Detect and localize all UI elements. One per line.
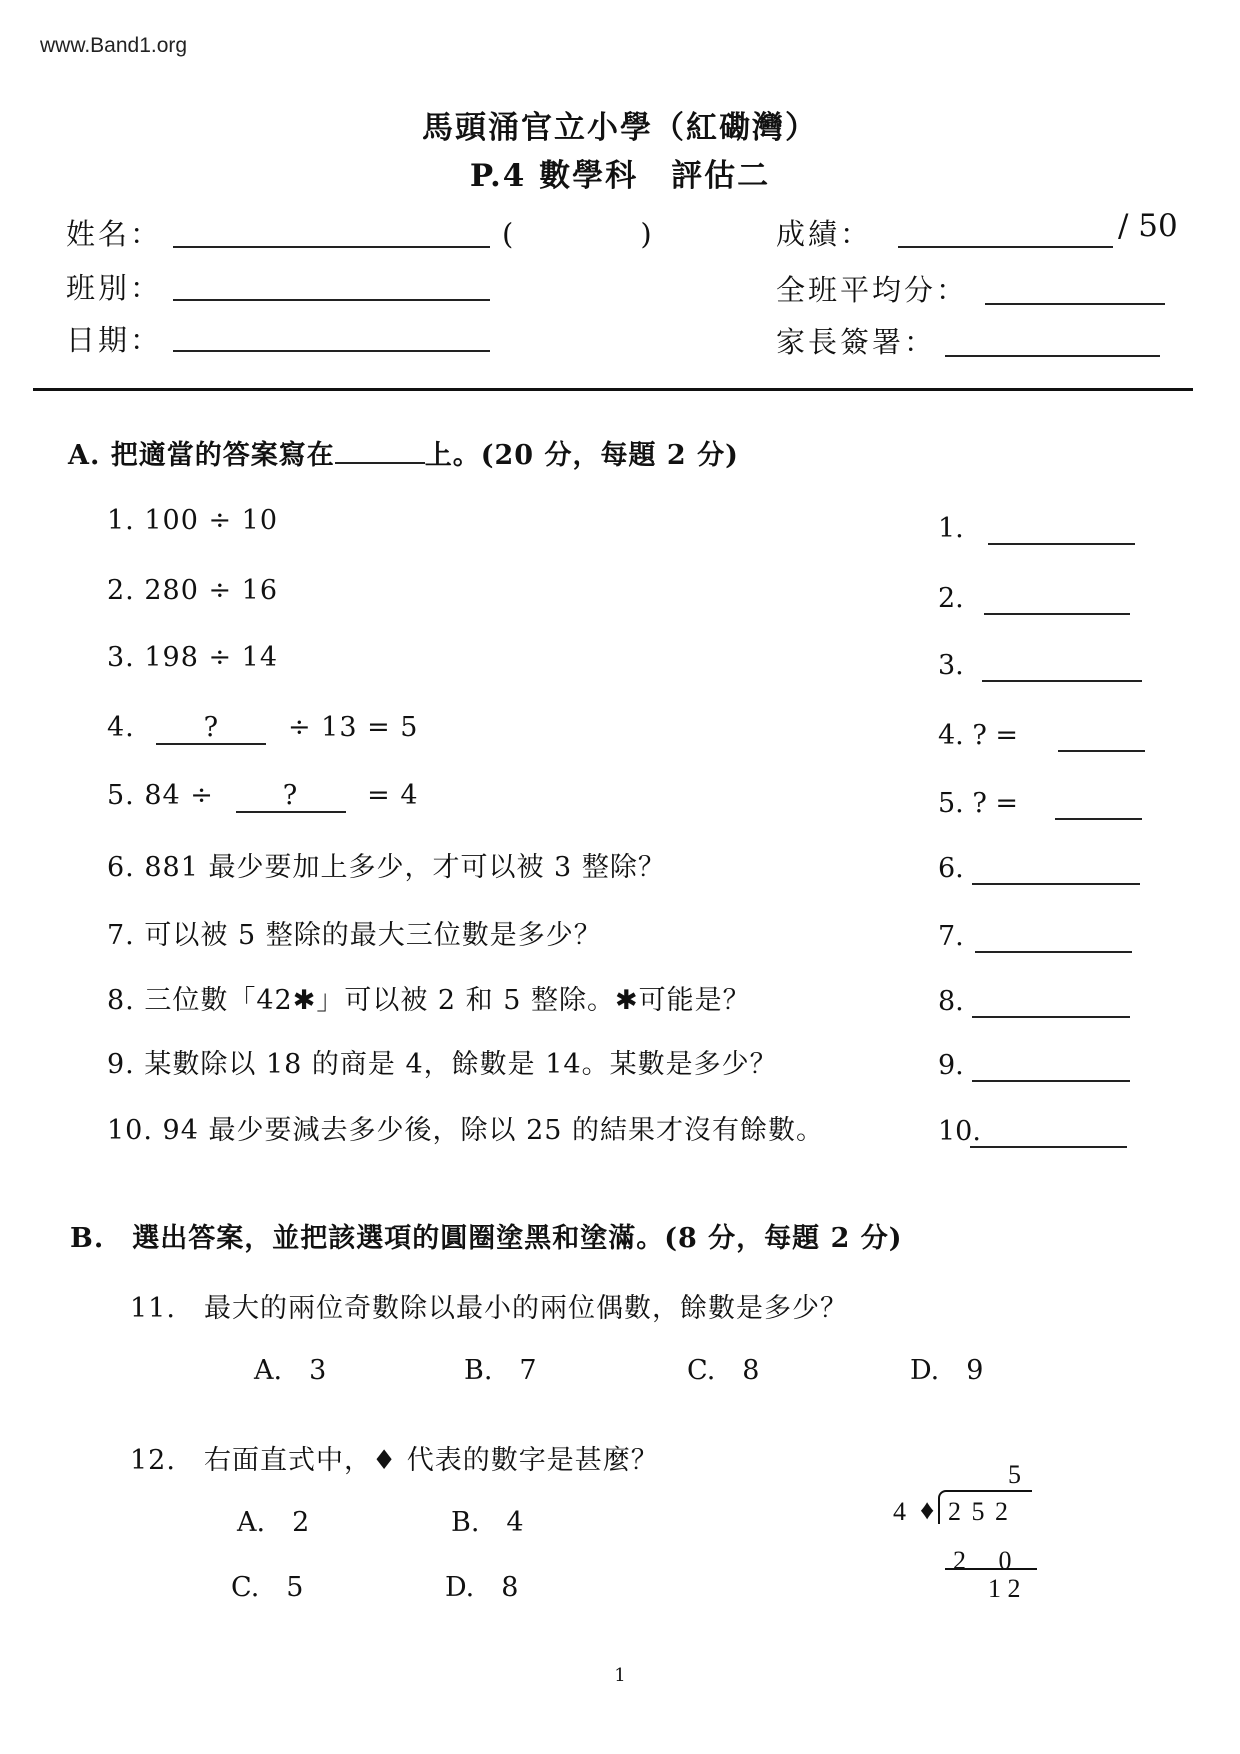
q11-option-c[interactable]: C. 8: [687, 1355, 760, 1386]
score-label: 成績：: [776, 217, 873, 251]
question-7: [107, 913, 602, 952]
question-text: 280 ÷ 16: [144, 575, 279, 606]
page-number: 1: [614, 1665, 626, 1686]
question-text: 881 最少要加上多少，才可以被 3 整除？: [144, 852, 666, 883]
question-prefix: 84 ÷: [144, 780, 214, 811]
answer-field-6[interactable]: [972, 883, 1140, 885]
q12-option-b[interactable]: B. 4: [451, 1507, 524, 1538]
q11-option-d[interactable]: D. 9: [910, 1355, 984, 1386]
question-text: 94 最少要減去多少後，除以 25 的結果才沒有餘數。: [162, 1115, 825, 1146]
answer-field-9[interactable]: [972, 1080, 1130, 1082]
division-dividend: 2 5 2: [948, 1497, 1010, 1526]
question-6: [107, 845, 666, 884]
answer-label-1: 1.: [938, 513, 964, 544]
question-text: = 4: [367, 780, 419, 811]
parent-signature-label: 家長簽署：: [776, 325, 937, 359]
question-blank: ?: [236, 780, 346, 813]
date-field[interactable]: [173, 350, 490, 352]
division-quotient: 5: [1008, 1460, 1021, 1489]
question-text: 198 ÷ 14: [144, 642, 279, 673]
question-number: 3.: [107, 642, 135, 673]
q12-option-c[interactable]: C. 5: [231, 1572, 304, 1603]
class-average-label: 全班平均分：: [776, 273, 969, 307]
class-field[interactable]: [173, 299, 490, 301]
answer-field-1[interactable]: [988, 543, 1135, 545]
q12-option-a[interactable]: A. 2: [237, 1507, 310, 1538]
answer-label-2: 2.: [938, 583, 964, 614]
date-label: 日期：: [66, 323, 163, 357]
score-total: / 50: [1118, 208, 1178, 244]
question-5: [107, 780, 419, 813]
question-12: 12. 右面直式中，♦ 代表的數字是甚麼？: [130, 1445, 659, 1476]
heading-blank: [335, 436, 425, 464]
question-2: [107, 575, 278, 606]
answer-field-2[interactable]: [984, 613, 1130, 615]
class-number-paren: ( ): [502, 217, 662, 251]
class-label: 班別：: [66, 271, 163, 305]
question-10: [107, 1108, 824, 1147]
question-number: 1.: [107, 505, 135, 536]
answer-field-10[interactable]: [970, 1146, 1127, 1148]
diamond-icon: ♦: [920, 1495, 935, 1526]
section-b-heading: B. 選出答案，並把該選項的圓圈塗黑和塗滿。(8 分，每題 2 分): [70, 1223, 903, 1254]
question-4: [107, 712, 418, 745]
q11-option-b[interactable]: B. 7: [464, 1355, 537, 1386]
parent-signature-field[interactable]: [945, 355, 1160, 357]
q11-option-a[interactable]: A. 3: [254, 1355, 327, 1386]
question-number: 9.: [107, 1049, 135, 1080]
section-a-heading-pre: A. 把適當的答案寫在: [68, 440, 335, 471]
answer-label-4: 4. ? =: [938, 720, 1019, 751]
name-field[interactable]: [173, 246, 490, 248]
answer-field-7[interactable]: [975, 951, 1132, 953]
answer-field-5[interactable]: [1055, 818, 1142, 820]
division-remainder: 1 2: [988, 1574, 1021, 1603]
division-divisor-digit: 4: [893, 1497, 906, 1526]
header-divider: [33, 388, 1193, 391]
answer-label-6: 6.: [938, 853, 964, 884]
question-number: 4.: [107, 712, 135, 743]
watermark: www.Band1.org: [40, 34, 188, 57]
question-text: 可以被 5 整除的最大三位數是多少？: [144, 920, 602, 951]
question-11: 11. 最大的兩位奇數除以最小的兩位偶數，餘數是多少？: [130, 1293, 848, 1324]
question-text: 某數除以 18 的商是 4，餘數是 14。某數是多少？: [144, 1049, 778, 1080]
question-number: 2.: [107, 575, 135, 606]
answer-field-3[interactable]: [982, 680, 1142, 682]
answer-field-4[interactable]: [1058, 750, 1145, 752]
section-a-heading-post: 上。(20 分，每題 2 分): [424, 440, 739, 471]
question-9: [107, 1042, 778, 1081]
question-number: 6.: [107, 852, 135, 883]
question-number: 7.: [107, 920, 135, 951]
name-label: 姓名：: [66, 217, 163, 251]
question-8: [107, 978, 751, 1017]
question-number: 5.: [107, 780, 135, 811]
question-number: 10.: [107, 1115, 153, 1146]
answer-field-8[interactable]: [972, 1016, 1130, 1018]
q12-option-d[interactable]: D. 8: [445, 1572, 519, 1603]
answer-label-5: 5. ? =: [938, 788, 1019, 819]
division-subtract: 2 0: [953, 1546, 1012, 1575]
answer-label-3: 3.: [938, 650, 964, 681]
answer-label-10: 10.: [938, 1116, 981, 1147]
answer-label-8: 8.: [938, 986, 964, 1017]
answer-label-7: 7.: [938, 921, 964, 952]
school-title: 馬頭涌官立小學（紅磡灣）: [422, 110, 818, 146]
question-text: 三位數「42✱」可以被 2 和 5 整除。✱可能是？: [144, 985, 751, 1016]
question-number: 8.: [107, 985, 135, 1016]
score-field[interactable]: [898, 246, 1113, 248]
section-a-heading: [68, 433, 739, 472]
division-line: [945, 1568, 1037, 1570]
class-average-field[interactable]: [985, 303, 1165, 305]
question-text: ÷ 13 = 5: [287, 712, 419, 743]
question-text: 100 ÷ 10: [144, 505, 279, 536]
question-1: [107, 505, 278, 536]
question-blank: ?: [156, 712, 266, 745]
answer-label-9: 9.: [938, 1050, 964, 1081]
paper-subtitle: P.4 數學科 評估二: [469, 158, 771, 194]
question-3: [107, 642, 278, 673]
